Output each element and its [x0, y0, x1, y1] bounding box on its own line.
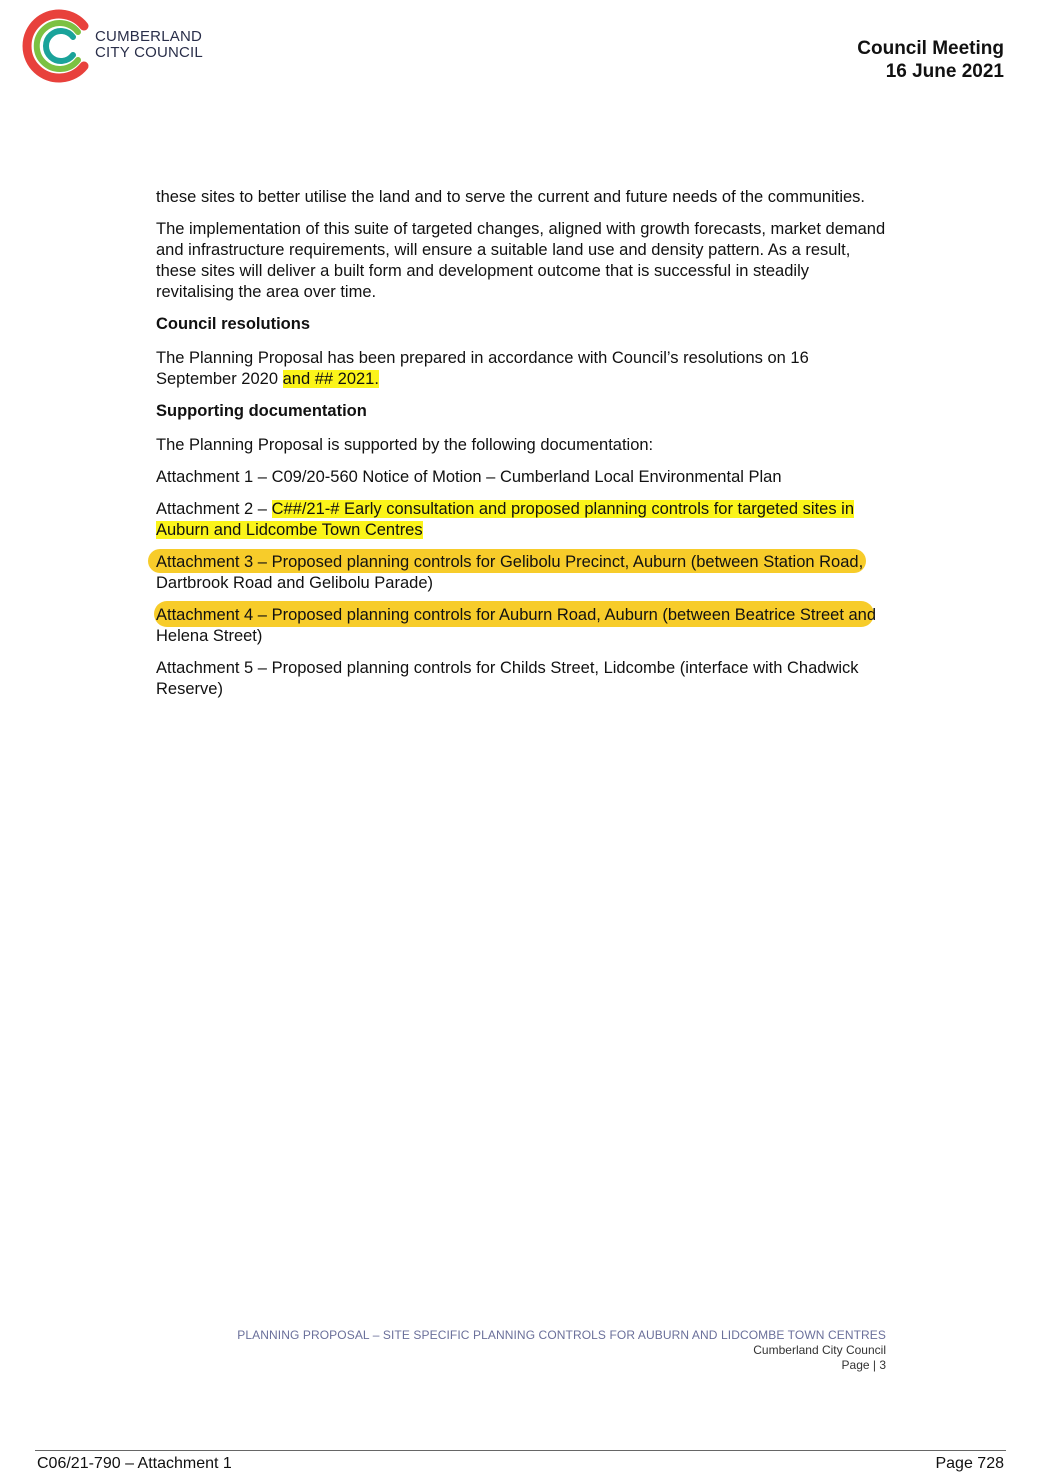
attachment-2-prefix: Attachment 2 – [156, 500, 272, 518]
heading-supporting-documentation: Supporting documentation [156, 402, 367, 420]
attachment-2 [156, 499, 886, 541]
document-footer-org: Cumberland City Council [753, 1343, 886, 1357]
heading-council-resolutions: Council resolutions [156, 315, 311, 333]
paragraph-3-text: The Planning Proposal has been prepared in accordance with Council’s resolutions on 16 September 2020 [156, 349, 809, 388]
meeting-header [857, 37, 1004, 83]
footer-divider [35, 1450, 1006, 1451]
document-footer-title: PLANNING PROPOSAL – SITE SPECIFIC PLANNING CONTROLS FOR AUBURN AND LIDCOMBE TOWN CENTRES [237, 1328, 886, 1342]
attachment-2-highlight: C##/21-# Early consultation and proposed planning controls for targeted sites in Auburn and Lidcombe Town Centres [156, 500, 855, 539]
paragraph-1: these sites to better utilise the land and to serve the current and future needs of the communities. [156, 188, 865, 206]
cumberland-logo [22, 6, 222, 86]
paragraph-4: The Planning Proposal is supported by the following documentation: [156, 436, 654, 454]
logo-line-1: CUMBERLAND [95, 28, 203, 45]
page-number: Page 728 [935, 1455, 1004, 1472]
attachment-1: Attachment 1 – C09/20-560 Notice of Motion – Cumberland Local Environmental Plan [156, 468, 782, 486]
attachment-5: Attachment 5 – Proposed planning controls for Childs Street, Lidcombe (interface with Chadwick Reserve) [156, 659, 859, 698]
meeting-title: Council Meeting [857, 38, 1004, 59]
paragraph-3 [156, 348, 886, 390]
logo-wordmark [95, 29, 203, 61]
meeting-date: 16 June 2021 [885, 61, 1004, 82]
document-body [156, 187, 886, 711]
paragraph-2: The implementation of this suite of targeted changes, aligned with growth forecasts, market demand and infrastructure requirements, will ensure a suitable land use and density pattern. As a result, these sites will deliver a built form and development outcome that is successful in steadily revitalising the area over time. [156, 220, 886, 301]
cumberland-c-icon [22, 6, 94, 86]
logo-line-2: CITY COUNCIL [95, 44, 203, 61]
highlighted-text: and ## 2021. [282, 370, 379, 388]
document-footer-page: Page | 3 [841, 1358, 886, 1372]
attachment-4: Attachment 4 – Proposed planning controls for Auburn Road, Auburn (between Beatrice Street and Helena Street) [156, 606, 877, 645]
attachment-3: Attachment 3 – Proposed planning controls for Gelibolu Precinct, Auburn (between Station Road, Dartbrook Road and Gelibolu Parade) [156, 553, 864, 592]
attachment-4-block [156, 605, 886, 647]
attachment-3-block [156, 552, 886, 594]
document-footer [237, 1328, 886, 1373]
attachment-reference: C06/21-790 – Attachment 1 [37, 1455, 232, 1472]
